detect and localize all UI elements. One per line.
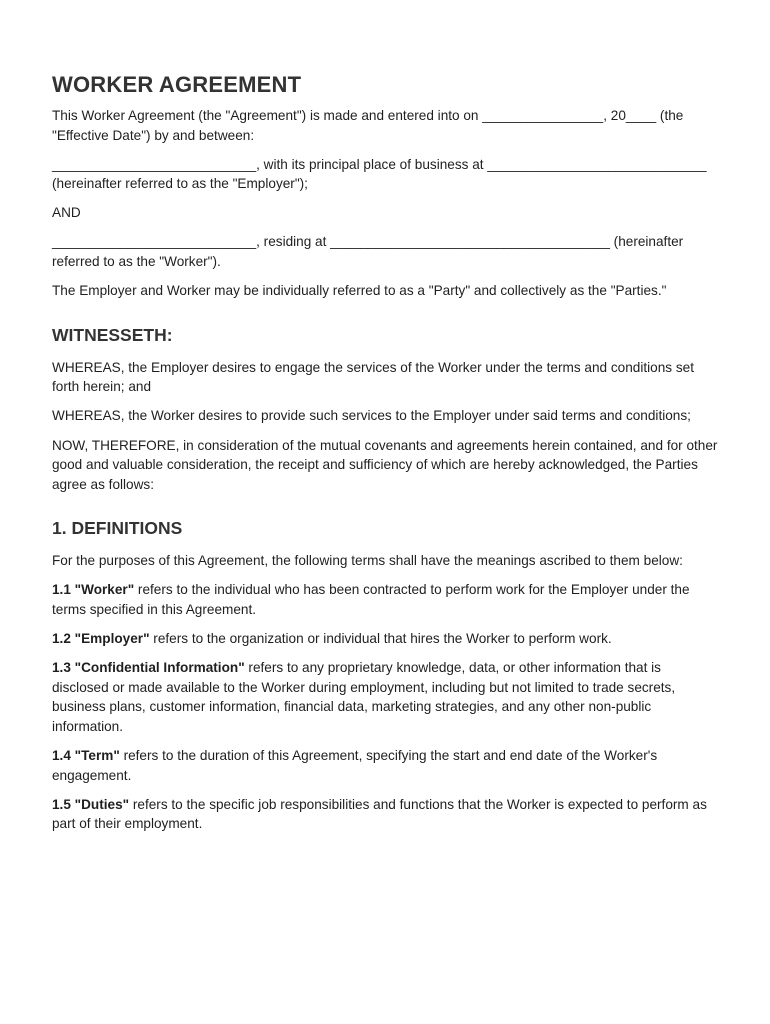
definition-text: refers to the organization or individual that hires the Worker to perform work. (149, 631, 612, 647)
definition-text: refers to the specific job responsibilities and functions that the Worker is expected to perform as part of their employment. (52, 796, 707, 832)
definition-term: 1.3 "Confidential Information" (52, 660, 245, 676)
whereas-paragraph-2: WHEREAS, the Worker desires to provide such services to the Employer under said terms and conditions; (52, 408, 691, 424)
definition-text: refers to the individual who has been contracted to perform work for the Employer under the terms specified in this Agreement. (52, 582, 690, 617)
and-separator: AND (52, 205, 81, 221)
definition-item (52, 746, 720, 785)
definition-text: refers to the duration of this Agreement, specifying the start and end date of the Worker's engagement. (52, 748, 658, 783)
employer-paragraph: ___________________________, with its principal place of business at _____________________________ (hereinafter referred to as the "Employer"); (52, 156, 707, 192)
definitions-heading: 1. DEFINITIONS (52, 518, 183, 539)
parties-paragraph: The Employer and Worker may be individually referred to as a "Party" and collectively as the "Parties." (52, 283, 667, 299)
whereas-paragraph-1: WHEREAS, the Employer desires to engage the services of the Worker under the terms and conditions set forth herein; and (52, 359, 694, 395)
witnesseth-heading: WITNESSETH: (52, 324, 173, 345)
definition-term: 1.2 "Employer" (52, 631, 150, 647)
intro-paragraph: This Worker Agreement (the "Agreement") is made and entered into on ________________, 20____ (the "Effective Date") by and between: (52, 108, 684, 143)
definition-term: 1.1 "Worker" (52, 582, 135, 598)
now-therefore-paragraph: NOW, THEREFORE, in consideration of the mutual covenants and agreements herein contained, and for other good and valuable consideration, the receipt and sufficiency of which are hereby acknowledged, the Parties agree as follows: (52, 437, 718, 492)
worker-paragraph: ___________________________, residing at _____________________________________ (hereinafter referred to as the "Worker"). (52, 234, 684, 270)
definition-item (52, 580, 720, 619)
definition-item (52, 658, 720, 736)
definition-term: 1.4 "Term" (52, 748, 120, 764)
definition-item (52, 795, 720, 834)
document-title: WORKER AGREEMENT (52, 72, 302, 97)
definition-item (52, 629, 720, 649)
definition-term: 1.5 "Duties" (52, 796, 130, 812)
definitions-intro: For the purposes of this Agreement, the following terms shall have the meanings ascribed to them below: (52, 553, 683, 569)
definition-text: refers to any proprietary knowledge, data, or other information that is disclosed or made available to the Worker during employment, including but not limited to trade secrets, business plans, customer information, financial data, marketing strategies, and any other non-public information. (52, 660, 676, 734)
